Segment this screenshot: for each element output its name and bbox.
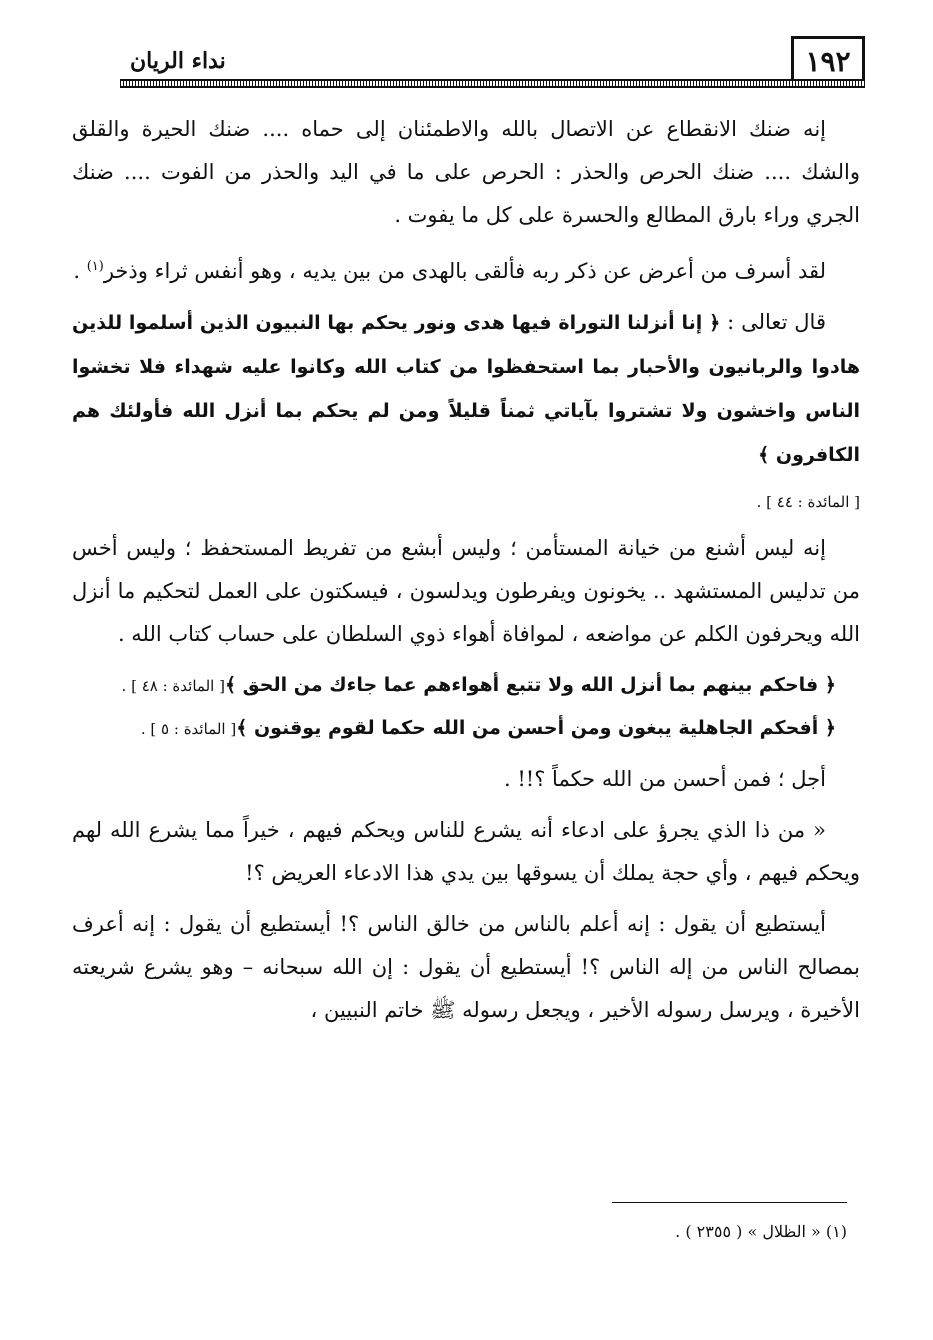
verse-line-2 xyxy=(72,707,860,750)
paragraph-1: إنه ضنك الانقطاع عن الاتصال بالله والاطمئنان إلى حماه .... ضنك الحيرة والقلق والشك .... ضنك الحرص والحذر : الحرص على ما في اليد والحذر من الفوت .... ضنك الجري وراء بارق المطالع والحسرة على كل ما يفوت . xyxy=(72,117,860,227)
paragraph-2-end: . xyxy=(73,259,87,283)
quran-verse-maidah-50: ﴿ أفحكم الجاهلية يبغون ومن أحسن من الله حكما لقوم يوقنون ﴾ xyxy=(236,717,836,739)
verse-line-1 xyxy=(72,664,860,707)
footnote-marker: (١) xyxy=(86,259,104,274)
footnote: (١) « الظلال » ( ٢٣٥٥ ) . xyxy=(675,1222,847,1241)
paragraph-6: « من ذا الذي يجرؤ على ادعاء أنه يشرع للناس ويحكم فيهم ، خيراً مما يشرع الله لهم ويحكم فيهم ، وأي حجة يملك أن يسوقها بين يدي هذا الادعاء العريض ؟! xyxy=(72,818,860,885)
paragraph-3 xyxy=(72,301,860,477)
quran-verse-maidah-44: ﴿ إنا أنزلنا التوراة فيها هدى ونور يحكم بها النبيون الذين أسلموا للذين هادوا والربانيون والأحبار بما استحفظوا من كتاب الله وكانوا عليه شهداء فلا تخشوا الناس واخشون ولا تشتروا بآياتي ثمناً قليلاً ومن لم يحكم بما أنزل الله فأولئك هم الكافرون ﴾ xyxy=(72,312,860,466)
quran-verse-maidah-48: ﴿ فاحكم بينهم بما أنزل الله ولا تتبع أهواءهم عما جاءك من الحق ﴾ xyxy=(224,674,836,696)
footnote-rule xyxy=(612,1202,847,1203)
paragraph-2 xyxy=(72,245,860,293)
page-number: ١٩٢ xyxy=(791,36,865,84)
verse-reference-44: [ المائدة : ٤٤ ] . xyxy=(756,493,860,511)
header-rule xyxy=(120,79,865,88)
paragraph-4: إنه ليس أشنع من خيانة المستأمن ؛ وليس أبشع من تفريط المستحفظ ؛ وليس أخس من تدليس المستشهد .. يخونون ويفرطون ويدلسون ، فيسكتون على العمل لتحكيم ما أنزل الله ويحرفون الكلم عن مواضعه ، لموافاة أهواء ذوي السلطان على حساب كتاب الله . xyxy=(72,536,860,646)
paragraph-7: أيستطيع أن يقول : إنه أعلم بالناس من خالق الناس ؟! أيستطيع أن يقول : إنه أعرف بمصالح الناس من إله الناس ؟! أيستطيع أن يقول : إن الله سبحانه – وهو يشرع شريعته الأخيرة ، ويرسل رسوله الأخير ، ويجعل رسوله ﷺ خاتم النبيين ، xyxy=(72,912,860,1022)
verse-reference-48: [ المائدة : ٤٨ ] . xyxy=(121,677,225,695)
page-header xyxy=(120,36,865,88)
page-body xyxy=(72,108,860,1040)
paragraph-2-text: لقد أسرف من أعرض عن ذكر ربه فألقى بالهدى من بين يديه ، وهو أنفس ثراء وذخر xyxy=(103,259,826,283)
paragraph-5: أجل ؛ فمن أحسن من الله حكماً ؟!! . xyxy=(504,767,826,791)
running-title: نداء الريان xyxy=(130,48,226,74)
verse-reference-5: [ المائدة : ٥ ] . xyxy=(140,720,237,738)
verse-intro: قال تعالى : xyxy=(720,310,826,334)
